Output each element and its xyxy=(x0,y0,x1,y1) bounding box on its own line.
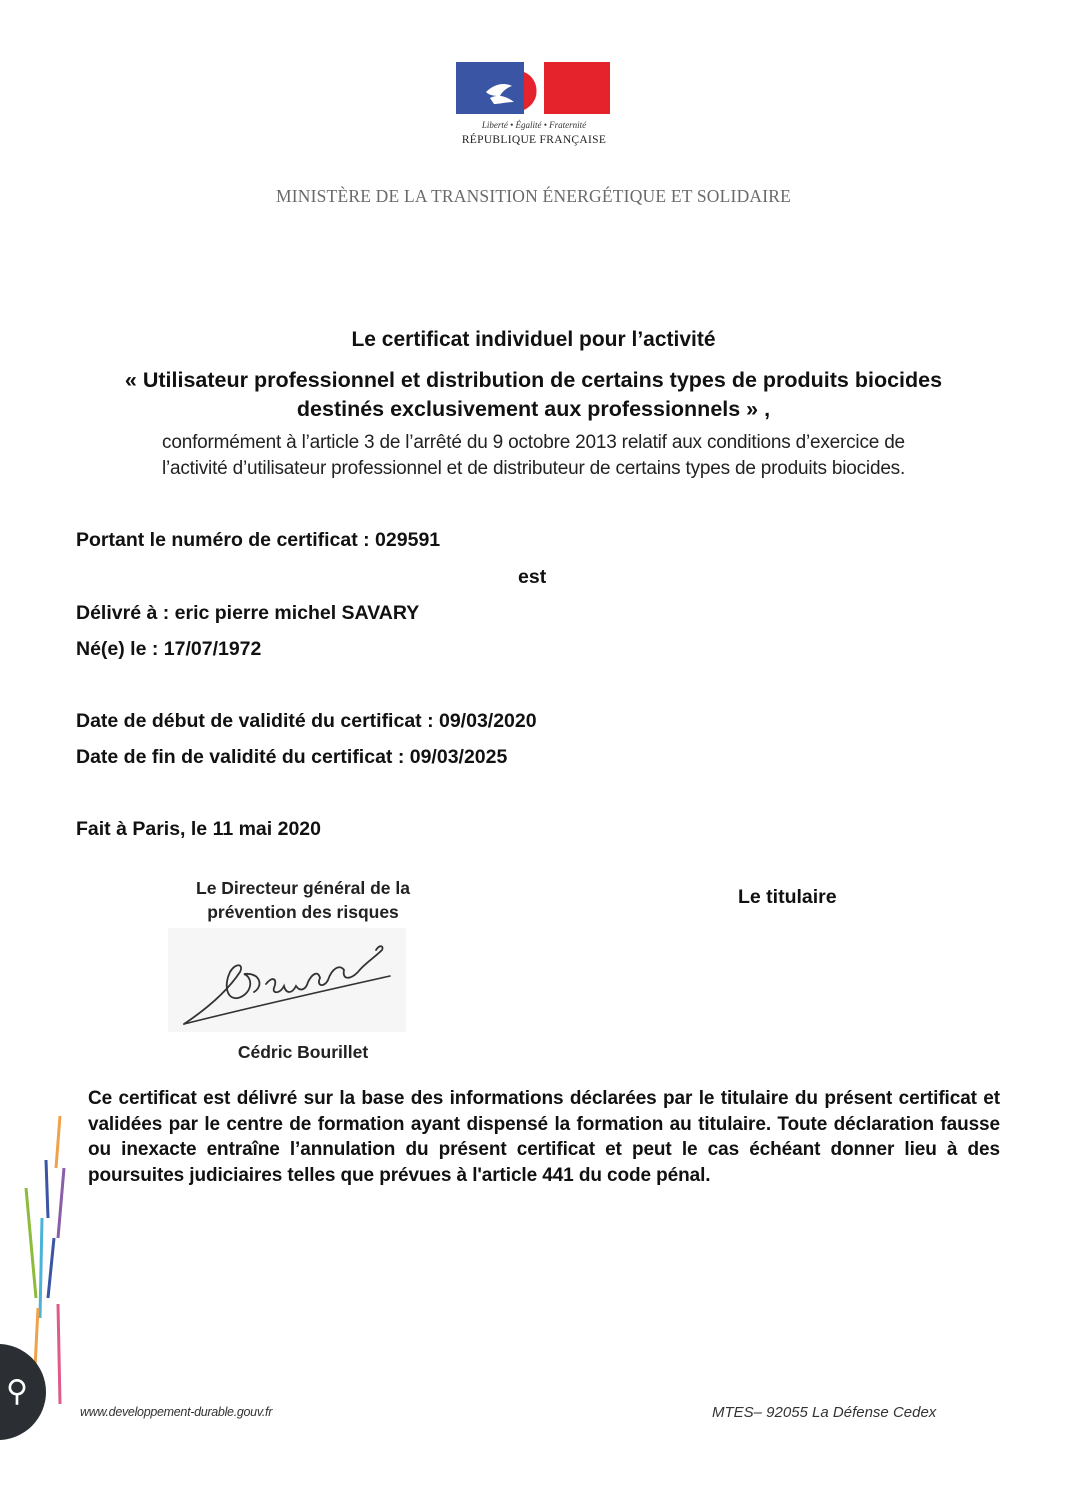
handwritten-signature-icon xyxy=(168,928,406,1032)
est-word: est xyxy=(518,566,547,588)
delivered-to: Délivré à : eric pierre michel SAVARY xyxy=(76,602,420,624)
flag-red xyxy=(544,62,610,114)
holder-label: Le titulaire xyxy=(738,886,837,908)
republic-motto: Liberté • Égalité • Fraternité xyxy=(481,120,587,130)
legal-notice: Ce certificat est délivré sur la base des informations déclarées par le titulaire du présent certificat et validées par le centre de formation ayant dispensé la formation au titulaire. Toute déclaration fausse ou inexacte entraîne l’annulation du présent certificat et peut le cas échéant donner lieu à des poursuites judiciaires telles que prévues à l'article 441 du code pénal. xyxy=(88,1088,1000,1186)
director-name: Cédric Bourillet xyxy=(237,1042,369,1062)
republic-name: RÉPUBLIQUE FRANÇAISE xyxy=(461,134,607,146)
validity-end: Date de fin de validité du certificat : 09/03/2025 xyxy=(76,746,508,768)
footer-website: www.developpement-durable.gouv.fr xyxy=(80,1405,273,1419)
french-flag xyxy=(456,62,610,114)
director-title xyxy=(150,876,456,924)
certificate-number: Portant le numéro de certificat : 029591 xyxy=(76,529,441,551)
share-icon: ⚲ xyxy=(6,1375,28,1408)
legal-reference-line1: conformément à l’article 3 de l’arrêté du 9 octobre 2013 relatif aux conditions d’exercice de xyxy=(162,432,905,453)
director-signature xyxy=(168,928,406,1032)
ministry-name: MINISTÈRE DE LA TRANSITION ÉNERGÉTIQUE ET SOLIDAIRE xyxy=(275,186,792,206)
activity-title-line1: « Utilisateur professionnel et distribution de certains types de produits biocides xyxy=(124,368,943,392)
activity-title xyxy=(0,366,1067,424)
legal-reference xyxy=(0,430,1067,482)
flag-blue xyxy=(456,62,524,114)
flag-white xyxy=(524,62,544,114)
activity-title-line2: destinés exclusivement aux professionnels » , xyxy=(296,397,771,421)
certificate-title: Le certificat individuel pour l’activité xyxy=(351,328,716,351)
director-title-line2: prévention des risques xyxy=(207,902,399,922)
place-and-date: Fait à Paris, le 11 mai 2020 xyxy=(76,818,321,840)
marianne-logo xyxy=(456,62,612,146)
legal-reference-line2: l’activité d’utilisateur professionnel et de distributeur de certains types de produits biocides. xyxy=(161,458,906,479)
marianne-profile-icon xyxy=(456,62,524,114)
validity-start: Date de début de validité du certificat : 09/03/2020 xyxy=(76,710,537,732)
director-title-line1: Le Directeur général de la xyxy=(196,878,410,898)
footer-address: MTES– 92055 La Défense Cedex xyxy=(712,1404,937,1421)
birth-date: Né(e) le : 17/07/1972 xyxy=(76,638,262,660)
